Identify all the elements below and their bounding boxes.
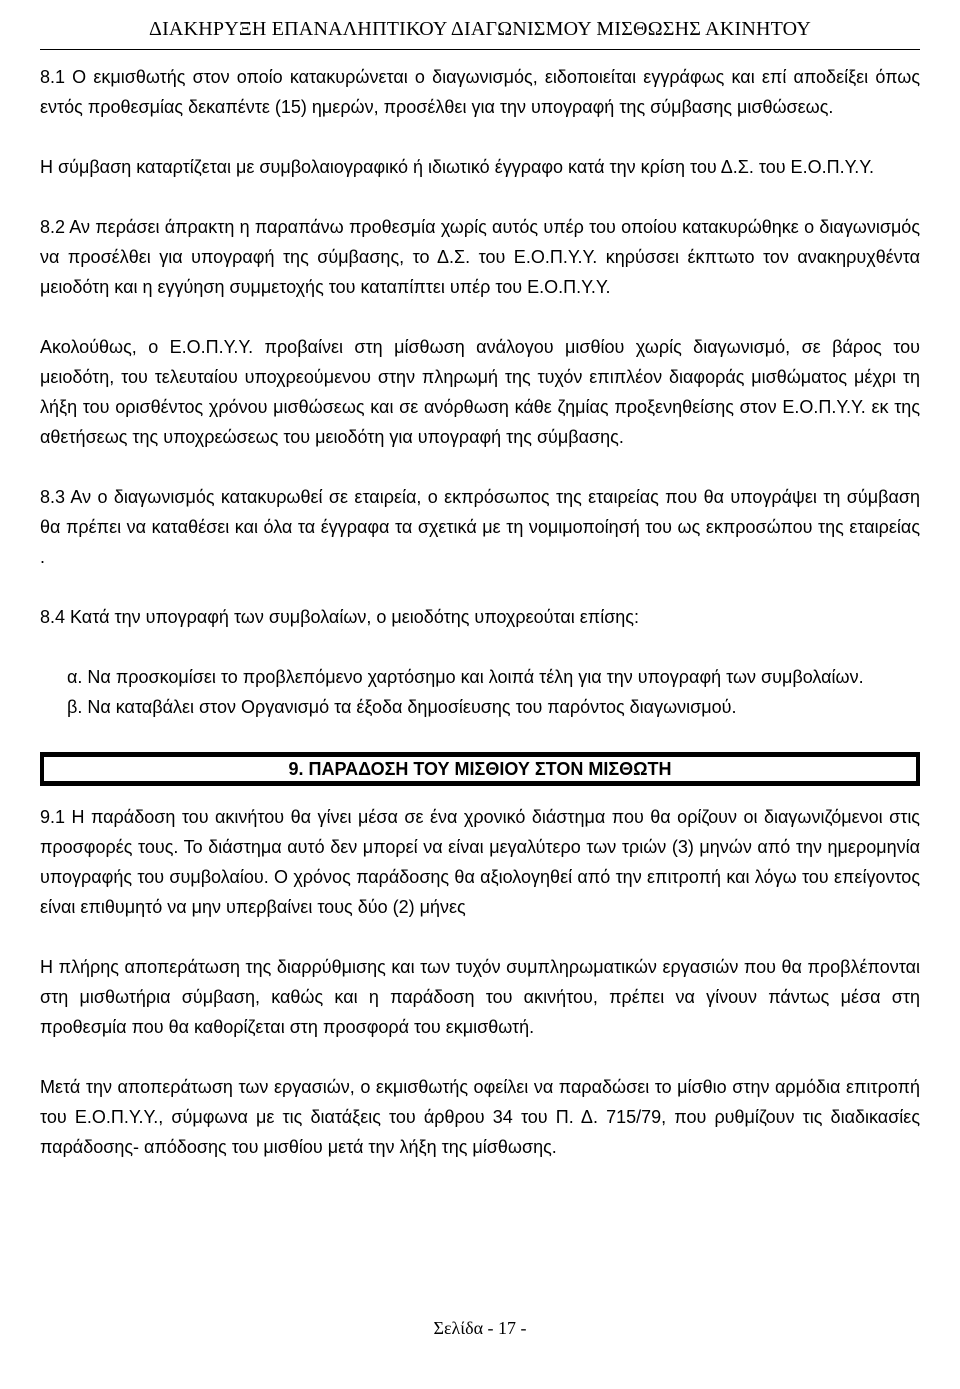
paragraph-9-1: 9.1 Η παράδοση του ακινήτου θα γίνει μέσα σε ένα χρονικό διάστημα που θα ορίζουν οι διαγωνιζόμενοι στις προσφορές τους. Το διάστημα αυτό δεν μπορεί να είναι μεγαλύτερο των τριών (3) μηνών από την ημερομηνία υπογραφής του συμβολαίου. Ο χρόνος παράδοσης θα αξιολογηθεί από την επιτροπή και λόγω του επείγοντος είναι επιθυμητό να μην υπερβαίνει τους δύο (2) μήνες [40,807,920,917]
page-number-footer: Σελίδα - 17 - [433,1318,527,1338]
section-9-heading-box [40,752,920,786]
paragraph-9-1-completion: Η πλήρης αποπεράτωση της διαρρύθμισης και των τυχόν συμπληρωματικών εργασιών που θα προβλέπονται στη μισθωτήρια σύμβαση, καθώς και η παράδοση του ακινήτου, πρέπει να γίνουν πάντως μέσα στη προθεσμία που θα καθορίζεται στη προσφορά του εκμισθωτή. [40,957,920,1037]
section-9-heading: 9. ΠΑΡΑΔΟΣΗ ΤΟΥ ΜΙΣΘΙΟΥ ΣΤΟΝ ΜΙΣΘΩΤΗ [288,759,672,779]
paragraph-8-1: 8.1 Ο εκμισθωτής στον οποίο κατακυρώνεται ο διαγωνισμός, ειδοποιείται εγγράφως και επί αποδείξει όπως εντός προθεσμίας δεκαπέντε (15) ημερών, προσέλθει για την υπογραφή της σύμβασης μισθώσεως. [40,67,920,117]
list-item-b: β. Να καταβάλει στον Οργανισμό τα έξοδα δημοσίευσης του παρόντος διαγωνισμού. [67,697,737,717]
paragraph-8-2: 8.2 Αν περάσει άπρακτη η παραπάνω προθεσμία χωρίς αυτός υπέρ του οποίου κατακυρώθηκε ο διαγωνισμός να προσέλθει για υπογραφή της σύμβασης, το Δ.Σ. του Ε.Ο.Π.Υ.Υ. κηρύσσει έκπτωτο τον ανακηρυχθέντα μειοδότη και η εγγύηση συμμετοχής του καταπίπτει υπέρ του Ε.Ο.Π.Υ.Υ. [40,217,920,297]
document-header-title: ΔΙΑΚΗΡΥΞΗ ΕΠΑΝΑΛΗΠΤΙΚΟΥ ΔΙΑΓΩΝΙΣΜΟΥ ΜΙΣΘΩΣΗΣ ΑΚΙΝΗΤΟΥ [149,18,811,40]
paragraph-8-1-contract: Η σύμβαση καταρτίζεται με συμβολαιογραφικό ή ιδιωτικό έγγραφο κατά την κρίση του Δ.Σ. του Ε.Ο.Π.Υ.Υ. [40,157,874,177]
paragraph-8-3: 8.3 Αν ο διαγωνισμός κατακυρωθεί σε εταιρεία, ο εκπρόσωπος της εταιρείας που θα υπογράψει τη σύμβαση θα πρέπει να καταθέσει και όλα τα έγγραφα τα σχετικά με τη νομιμοποίησή του ως εκπροσώπου της εταιρείας . [40,487,920,567]
paragraph-8-4: 8.4 Κατά την υπογραφή των συμβολαίων, ο μειοδότης υποχρεούται επίσης: [40,607,639,627]
page-content [40,62,920,1162]
paragraph-9-1-handover: Μετά την αποπεράτωση των εργασιών, ο εκμισθωτής οφείλει να παραδώσει το μίσθιο στην αρμόδια επιτροπή του Ε.Ο.Π.Υ.Υ., σύμφωνα με τις διατάξεις του άρθρου 34 του Π. Δ. 715/79, που ρυθμίζουν τις διαδικασίες παράδοσης- απόδοσης του μισθίου μετά την λήξη της μίσθωσης. [40,1077,920,1157]
list-item-a: α. Να προσκομίσει το προβλεπόμενο χαρτόσημο και λοιπά τέλη για την υπογραφή των συμβολαίων. [67,667,864,687]
header-rule [40,49,920,50]
paragraph-8-2-following: Ακολούθως, ο Ε.Ο.Π.Υ.Υ. προβαίνει στη μίσθωση ανάλογου μισθίου χωρίς διαγωνισμό, σε βάρος του μειοδότη, του τελευταίου υποχρεούμενου στην πληρωμή της τυχόν επιπλέον διαφοράς μισθώματος μέχρι τη λήξη του ορισθέντος χρόνου μισθώσεως και σε ανόρθωση κάθε ζημίας προξενηθείσης στον Ε.Ο.Π.Υ.Υ. εκ της αθετήσεως της υποχρεώσεως του μειοδότη για υπογραφή της σύμβασης. [40,337,920,447]
